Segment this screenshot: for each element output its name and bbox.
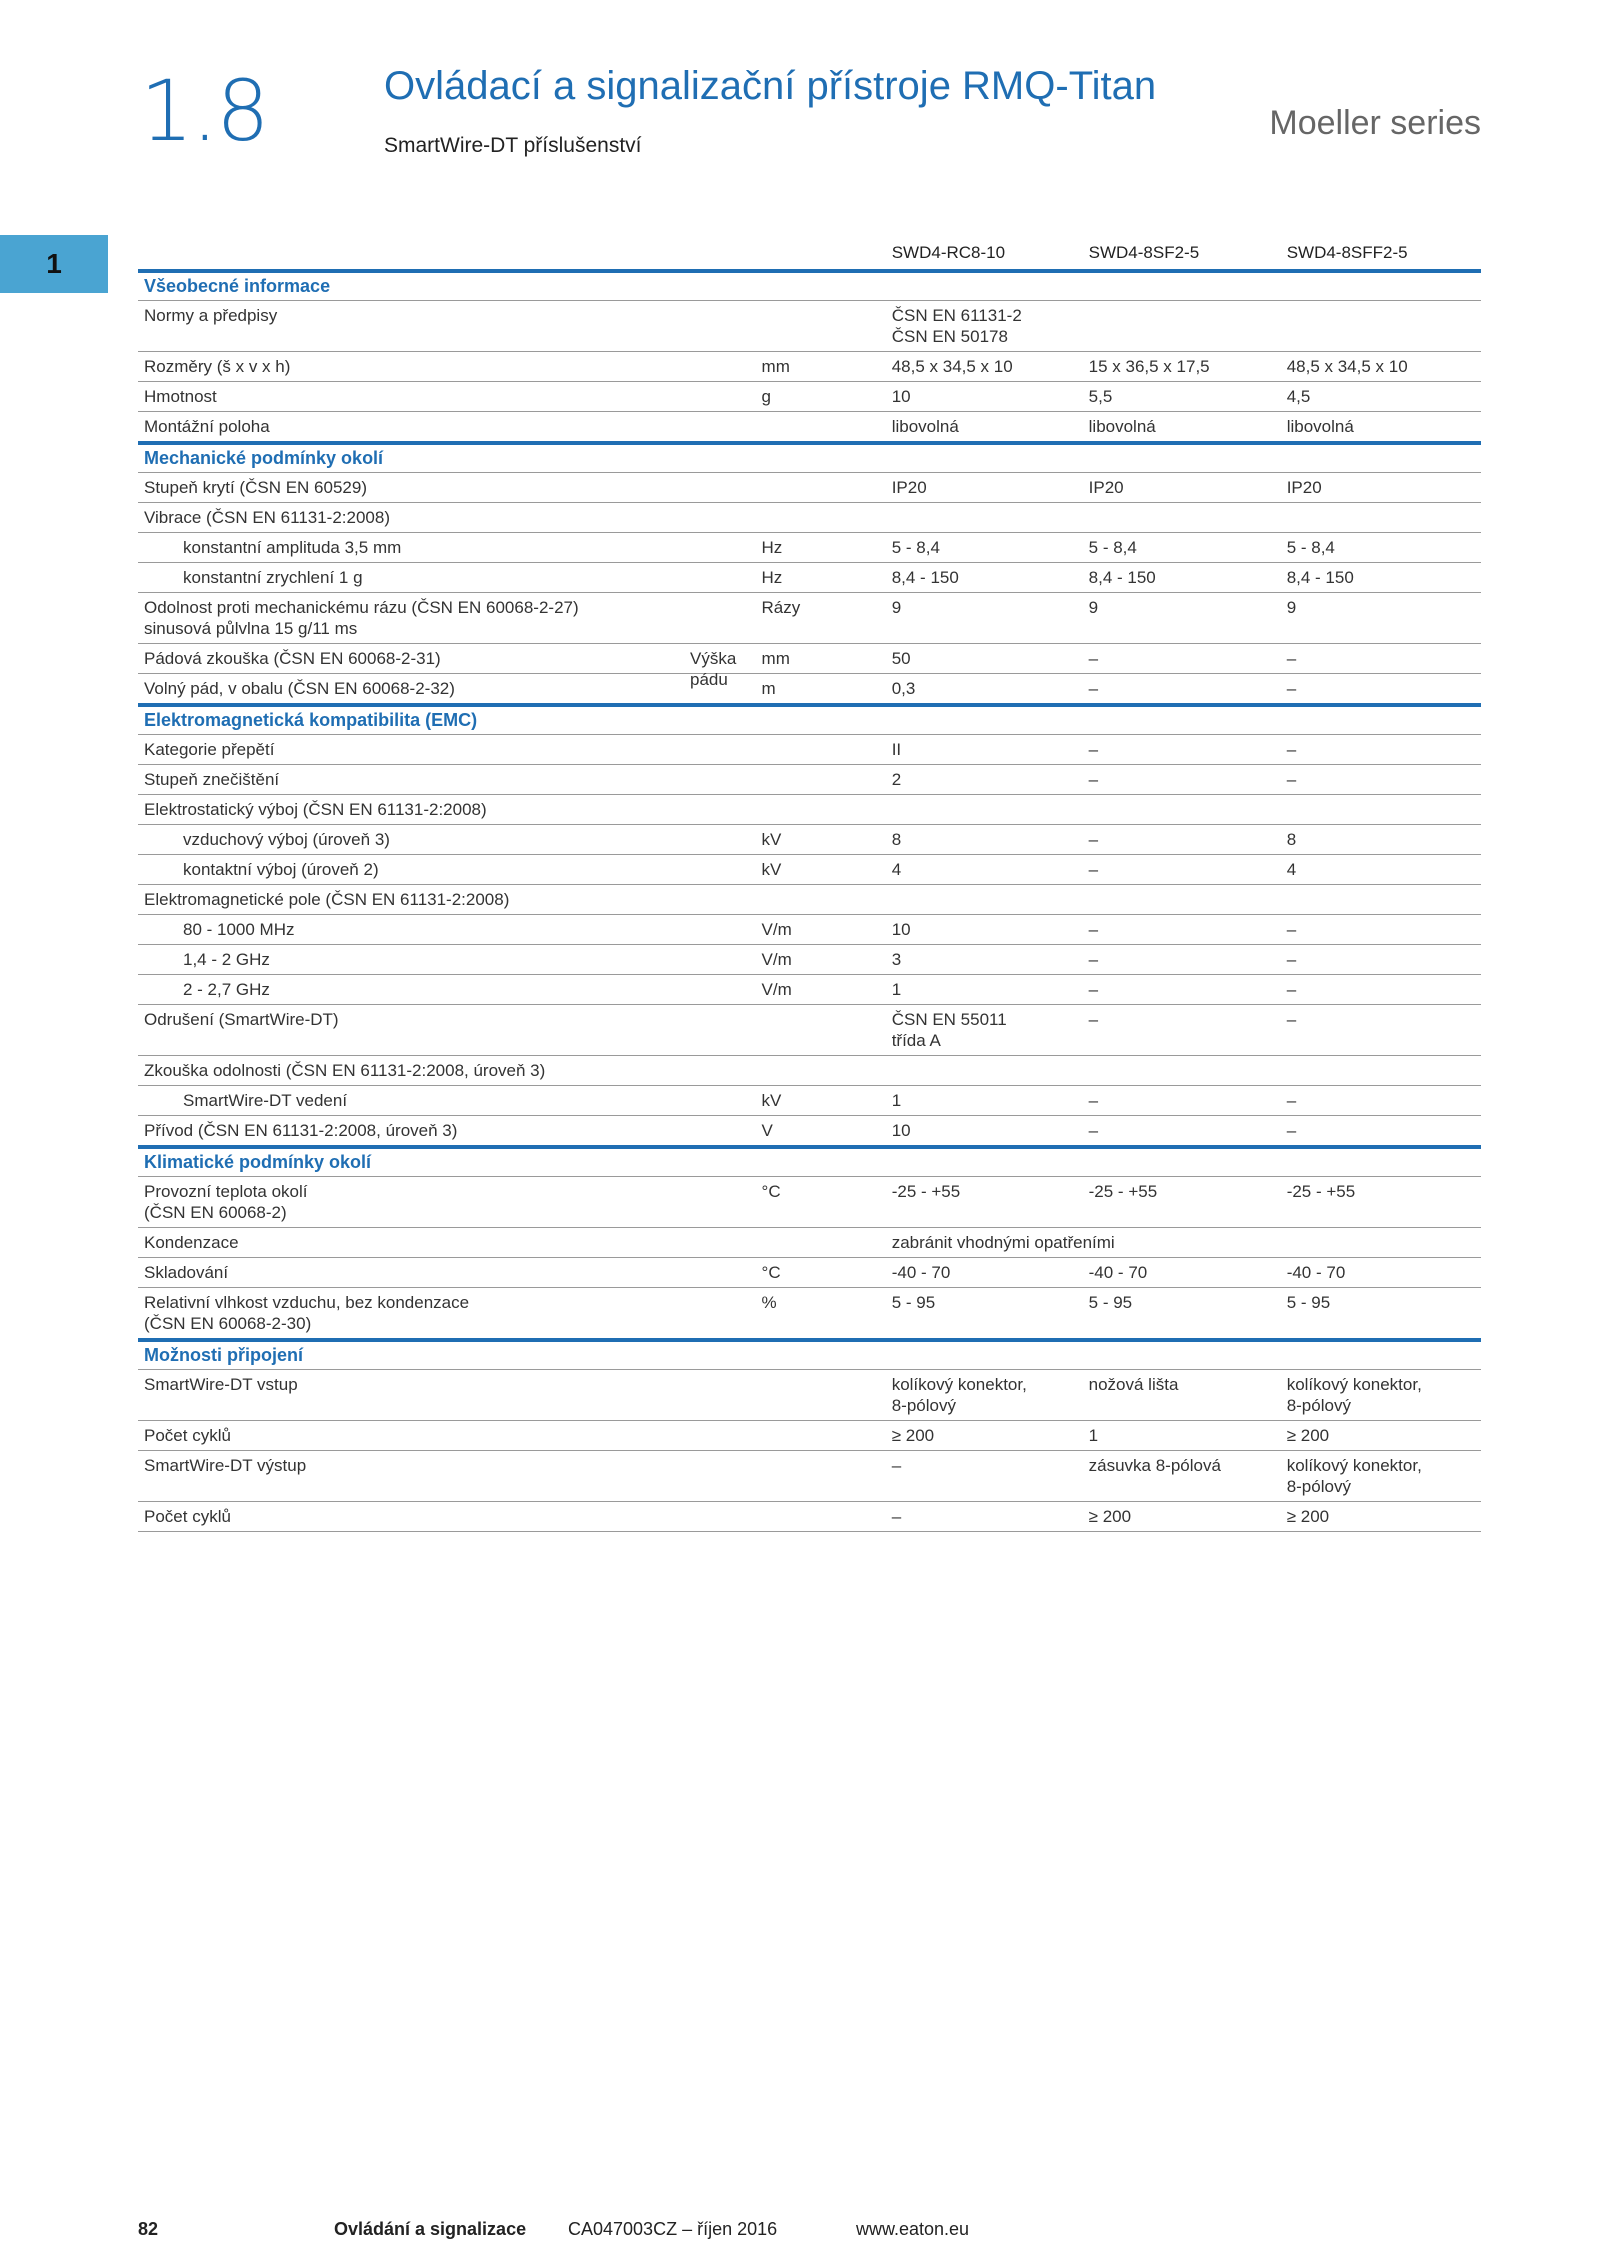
table-row [138,735,1481,765]
section-title: Všeobecné informace [138,271,1481,301]
row-unit [756,503,886,533]
section-title: Klimatické podmínky okolí [138,1147,1481,1177]
row-label: Stupeň krytí (ČSN EN 60529) [138,473,756,503]
row-value: 8 [1281,825,1481,855]
row-value: – [1281,735,1481,765]
row-value: 15 x 36,5 x 17,5 [1083,352,1281,382]
row-value: – [1083,674,1281,706]
row-value [1083,795,1281,825]
footer-doc-ref: CA047003CZ – říjen 2016 [568,2219,778,2239]
row-unit: V/m [756,945,886,975]
table-row [138,1005,1481,1056]
row-value: 4 [886,855,1083,885]
row-sublabel: Výška pádu [690,649,737,689]
row-unit [756,473,886,503]
row-label: Montážní poloha [138,412,756,444]
row-unit: Hz [756,533,886,563]
row-label: 1,4 - 2 GHz [138,945,756,975]
row-value: libovolná [886,412,1083,444]
row-value: libovolná [1281,412,1481,444]
section-header-row [138,1340,1481,1370]
row-value: ≥ 200 [1281,1421,1481,1451]
page-footer [138,2219,970,2240]
row-value: 10 [886,382,1083,412]
series-label: Moeller series [1269,104,1481,142]
row-unit [756,795,886,825]
table-row [138,352,1481,382]
table-row [138,1228,1481,1258]
table-row [138,503,1481,533]
table-row [138,855,1481,885]
row-unit: °C [756,1258,886,1288]
row-value: 8,4 - 150 [886,563,1083,593]
row-unit [756,1370,886,1421]
row-value: -40 - 70 [1281,1258,1481,1288]
row-value: 9 [1083,593,1281,644]
section-title: Elektromagnetická kompatibilita (EMC) [138,705,1481,735]
row-unit [756,1056,886,1086]
chapter-side-tab: 1 [0,235,108,293]
row-value [1281,503,1481,533]
row-value: 8,4 - 150 [1281,563,1481,593]
row-value: 5 - 95 [1281,1288,1481,1341]
table-row [138,1258,1481,1288]
row-label: Kategorie přepětí [138,735,756,765]
table-row [138,765,1481,795]
section-title: Možnosti připojení [138,1340,1481,1370]
row-value: – [1281,674,1481,706]
row-label-text: Pádová zkouška (ČSN EN 60068-2-31) [144,649,441,668]
table-row [138,975,1481,1005]
row-value [886,795,1083,825]
table-row [138,1086,1481,1116]
row-label: Kondenzace [138,1228,756,1258]
row-unit: m [756,674,886,706]
row-unit [756,301,886,352]
row-unit [756,765,886,795]
column-header: SWD4-8SFF2-5 [1281,238,1481,271]
row-label: Stupeň znečištění [138,765,756,795]
row-value: 9 [886,593,1083,644]
row-value: 8,4 - 150 [1083,563,1281,593]
spec-table-body [138,271,1481,1532]
row-value: – [1281,644,1481,674]
row-value [886,1056,1083,1086]
row-value: – [886,1451,1083,1502]
row-value [1281,795,1481,825]
row-value [1083,885,1281,915]
row-unit: °C [756,1177,886,1228]
row-value: 10 [886,915,1083,945]
table-row [138,915,1481,945]
section-header-row [138,271,1481,301]
row-unit: V/m [756,975,886,1005]
row-unit: Hz [756,563,886,593]
row-value: – [1281,1086,1481,1116]
row-value: 2 [886,765,1083,795]
row-value: – [1281,1005,1481,1056]
row-value: ≥ 200 [1083,1502,1281,1532]
table-row [138,593,1481,644]
row-unit: kV [756,825,886,855]
header-label-cell [138,238,756,271]
row-label: SmartWire-DT vedení [138,1086,756,1116]
row-value: – [1083,644,1281,674]
row-value: 0,3 [886,674,1083,706]
row-value [886,885,1083,915]
column-header: SWD4-RC8-10 [886,238,1083,271]
row-value: kolíkový konektor, 8-pólový [886,1370,1083,1421]
table-row [138,1116,1481,1148]
row-value: -25 - +55 [1083,1177,1281,1228]
row-value: 5 - 95 [1083,1288,1281,1341]
row-value: -40 - 70 [1083,1258,1281,1288]
row-unit: % [756,1288,886,1341]
row-value-span: zabránit vhodnými opatřeními [886,1228,1481,1258]
row-value: – [1083,825,1281,855]
row-value: – [1281,975,1481,1005]
footer-url: www.eaton.eu [856,2219,970,2239]
row-label: SmartWire-DT vstup [138,1370,756,1421]
row-value [1281,1056,1481,1086]
row-label: Skladování [138,1258,756,1288]
row-label: Hmotnost [138,382,756,412]
row-value: – [1083,735,1281,765]
row-value: -40 - 70 [886,1258,1083,1288]
page-title: Ovládací a signalizační přístroje RMQ-Titan [384,64,1157,108]
row-unit [756,1451,886,1502]
row-label: vzduchový výboj (úroveň 3) [138,825,756,855]
table-row [138,1177,1481,1228]
row-value: -25 - +55 [1281,1177,1481,1228]
row-value: 5 - 8,4 [886,533,1083,563]
row-value: – [1281,915,1481,945]
table-row [138,1502,1481,1532]
row-label: SmartWire-DT výstup [138,1451,756,1502]
row-value: 50 [886,644,1083,674]
row-value [1083,301,1281,352]
row-value: – [1083,765,1281,795]
row-unit: Rázy [756,593,886,644]
row-label: Vibrace (ČSN EN 61131-2:2008) [138,503,756,533]
row-unit: g [756,382,886,412]
row-value: IP20 [886,473,1083,503]
row-label: Provozní teplota okolí (ČSN EN 60068-2) [138,1177,756,1228]
row-label: Počet cyklů [138,1421,756,1451]
row-unit [756,412,886,444]
table-row [138,644,1481,674]
row-unit [756,885,886,915]
row-value: kolíkový konektor, 8-pólový [1281,1451,1481,1502]
row-value: – [1083,945,1281,975]
row-value: IP20 [1281,473,1481,503]
section-header-row [138,1147,1481,1177]
section-title: Mechanické podmínky okolí [138,443,1481,473]
row-value: 5,5 [1083,382,1281,412]
row-unit [756,1502,886,1532]
table-header-row [138,238,1481,271]
table-row [138,825,1481,855]
row-value: ČSN EN 61131-2 ČSN EN 50178 [886,301,1083,352]
row-value [1083,1056,1281,1086]
table-row [138,301,1481,352]
row-label: Počet cyklů [138,1502,756,1532]
row-value: ≥ 200 [886,1421,1083,1451]
row-label: Přívod (ČSN EN 61131-2:2008, úroveň 3) [138,1116,756,1148]
row-value: 4 [1281,855,1481,885]
row-unit: mm [756,352,886,382]
row-value: 9 [1281,593,1481,644]
row-value: 10 [886,1116,1083,1148]
row-value: – [1083,975,1281,1005]
row-unit: V/m [756,915,886,945]
table-row [138,885,1481,915]
row-value: – [1083,1005,1281,1056]
row-label: Elektromagnetické pole (ČSN EN 61131-2:2008) [138,885,756,915]
spec-table [138,238,1481,1532]
row-value: nožová lišta [1083,1370,1281,1421]
table-row [138,563,1481,593]
page-number: 82 [138,2219,159,2239]
table-row [138,795,1481,825]
table-row [138,945,1481,975]
page-subtitle: SmartWire-DT příslušenství [384,134,642,157]
row-value: ≥ 200 [1281,1502,1481,1532]
row-value: zásuvka 8-pólová [1083,1451,1281,1502]
row-value [886,503,1083,533]
row-value: – [1083,1086,1281,1116]
row-value: libovolná [1083,412,1281,444]
row-unit [756,735,886,765]
row-value: – [1083,915,1281,945]
row-value: 1 [1083,1421,1281,1451]
row-label: Normy a předpisy [138,301,756,352]
row-value: 5 - 8,4 [1281,533,1481,563]
row-label: konstantní zrychlení 1 g [138,563,756,593]
table-row [138,473,1481,503]
header-unit-cell [756,238,886,271]
row-value: 3 [886,945,1083,975]
row-value: 5 - 95 [886,1288,1083,1341]
row-unit: kV [756,855,886,885]
row-unit: mm [756,644,886,674]
row-unit: V [756,1116,886,1148]
row-label: Rozměry (š x v x h) [138,352,756,382]
chapter-number: 1.8 [140,62,268,160]
row-value: 5 - 8,4 [1083,533,1281,563]
row-value: – [1281,945,1481,975]
row-value: 8 [886,825,1083,855]
table-row [138,1056,1481,1086]
table-row [138,674,1481,706]
row-value: 4,5 [1281,382,1481,412]
row-label: 80 - 1000 MHz [138,915,756,945]
row-label: kontaktní výboj (úroveň 2) [138,855,756,885]
row-label: Volný pád, v obalu (ČSN EN 60068-2-32) [138,674,756,706]
row-value: 1 [886,975,1083,1005]
row-value: – [1083,1116,1281,1148]
table-row [138,1421,1481,1451]
row-label: Relativní vlhkost vzduchu, bez kondenzace (ČSN EN 60068-2-30) [138,1288,756,1341]
row-value: kolíkový konektor, 8-pólový [1281,1370,1481,1421]
row-value [1083,503,1281,533]
row-label: Elektrostatický výboj (ČSN EN 61131-2:2008) [138,795,756,825]
row-value: – [1281,1116,1481,1148]
row-value [1281,885,1481,915]
row-label: Zkouška odolnosti (ČSN EN 61131-2:2008, úroveň 3) [138,1056,756,1086]
row-value: – [1281,765,1481,795]
column-header: SWD4-8SF2-5 [1083,238,1281,271]
row-value [1281,301,1481,352]
section-header-row [138,443,1481,473]
table-row [138,1370,1481,1421]
row-label: Odrušení (SmartWire-DT) [138,1005,756,1056]
row-unit [756,1421,886,1451]
table-row [138,1451,1481,1502]
row-unit [756,1005,886,1056]
row-label: Odolnost proti mechanickému rázu (ČSN EN 60068-2-27) sinusová půlvlna 15 g/11 ms [138,593,756,644]
row-label: konstantní amplituda 3,5 mm [138,533,756,563]
row-value: IP20 [1083,473,1281,503]
row-label: 2 - 2,7 GHz [138,975,756,1005]
section-header-row [138,705,1481,735]
row-value: ČSN EN 55011 třída A [886,1005,1083,1056]
table-row [138,1288,1481,1341]
row-value: -25 - +55 [886,1177,1083,1228]
row-value: 48,5 x 34,5 x 10 [1281,352,1481,382]
footer-category: Ovládání a signalizace [334,2219,527,2239]
row-value: – [1083,855,1281,885]
row-unit: kV [756,1086,886,1116]
row-value: II [886,735,1083,765]
table-row [138,412,1481,444]
row-value: 1 [886,1086,1083,1116]
row-value: – [886,1502,1083,1532]
table-row [138,533,1481,563]
row-unit [756,1228,886,1258]
row-value: 48,5 x 34,5 x 10 [886,352,1083,382]
table-row [138,382,1481,412]
